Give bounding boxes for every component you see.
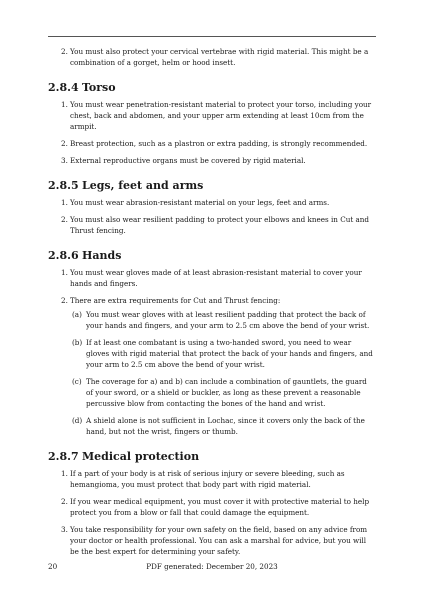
list-item <box>48 46 376 68</box>
section-heading-medical-protection: 2.8.7 Medical protection <box>48 450 200 463</box>
sub-item-label: (b) <box>72 338 83 347</box>
sub-item-text: The coverage for a) and b) can include a combination of gauntlets, the guard of your sword, or a shield or buckler, as long as these prevent a reasonable percussive blow from contacting the bones of the hand and wrist. <box>86 377 367 408</box>
list-item <box>48 155 376 166</box>
item-text: You must wear abrasion-resistant material on your legs, feet and arms. <box>70 198 330 207</box>
section-heading-torso: 2.8.4 Torso <box>48 81 116 94</box>
item-text: You must wear penetration-resistant material to protect your torso, including your chest, back and abdomen, and your upper arm extending at least 10cm from the armpit. <box>70 100 372 131</box>
item-number: 1. <box>61 198 68 207</box>
item-number: 3. <box>61 156 68 165</box>
header-rule <box>48 36 376 37</box>
item-text: If a part of your body is at risk of serious injury or severe bleeding, such as hemangioma, you must protect that body part with rigid material. <box>70 469 345 489</box>
section-heading-legs-feet-arms: 2.8.5 Legs, feet and arms <box>48 179 204 192</box>
list-item <box>48 214 376 236</box>
list-item <box>48 99 376 132</box>
item-text: You must also wear resilient padding to protect your elbows and knees in Cut and Thrust fencing. <box>70 215 370 235</box>
list-item <box>48 468 376 490</box>
item-text: There are extra requirements for Cut and Thrust fencing: <box>70 296 281 305</box>
sub-item-label: (c) <box>72 377 82 386</box>
sub-item-label: (d) <box>72 416 83 425</box>
item-text: If you wear medical equipment, you must cover it with protective material to help protect you from a blow or fall that could damage the equipment. <box>70 497 370 517</box>
list-item <box>48 267 376 289</box>
item-number: 2. <box>61 139 68 148</box>
sub-item-label: (a) <box>72 310 82 319</box>
item-number: 2. <box>61 497 68 506</box>
sub-list-item <box>48 337 376 370</box>
section-heading-hands: 2.8.6 Hands <box>48 249 122 262</box>
item-number: 1. <box>61 469 68 478</box>
item-number: 2. <box>61 215 68 224</box>
list-item <box>48 496 376 518</box>
sub-list-item <box>48 415 376 437</box>
item-number: 2. <box>61 47 68 56</box>
item-number: 2. <box>61 296 68 305</box>
sub-list-item <box>48 309 376 331</box>
generated-date: PDF generated: December 20, 2023 <box>146 562 278 571</box>
item-text: External reproductive organs must be covered by rigid material. <box>70 156 306 165</box>
sub-item-text: If at least one combatant is using a two-handed sword, you need to wear gloves with rigid material that protect the back of your hands and fingers, and your arm to 2.5 cm above the bend of your wrist. <box>86 338 373 369</box>
sub-item-text: A shield alone is not sufficient in Lochac, since it covers only the back of the hand, but not the wrist, fingers or thumb. <box>86 416 365 436</box>
item-text: Breast protection, such as a plastron or extra padding, is strongly recommended. <box>70 139 368 148</box>
page-number: 20 <box>48 562 58 571</box>
item-number: 3. <box>61 525 68 534</box>
item-text: You must also protect your cervical vertebrae with rigid material. This might be a combination of a gorget, helm or hood insett. <box>70 47 369 67</box>
sub-list-item <box>48 376 376 409</box>
page-content <box>48 46 376 557</box>
list-item <box>48 138 376 149</box>
item-text: You must wear gloves made of at least abrasion-resistant material to cover your hands and fingers. <box>70 268 362 288</box>
item-number: 1. <box>61 268 68 277</box>
list-item <box>48 197 376 208</box>
item-text: You take responsibility for your own safety on the field, based on any advice from your doctor or health professional. You can ask a marshal for advice, but you will be the best expert for determining your safety. <box>70 525 368 556</box>
list-item <box>48 295 376 306</box>
sub-item-text: You must wear gloves with at least resilient padding that protect the back of your hands and fingers, and your arm to 2.5 cm above the bend of your wrist. <box>86 310 370 330</box>
item-number: 1. <box>61 100 68 109</box>
list-item <box>48 524 376 557</box>
